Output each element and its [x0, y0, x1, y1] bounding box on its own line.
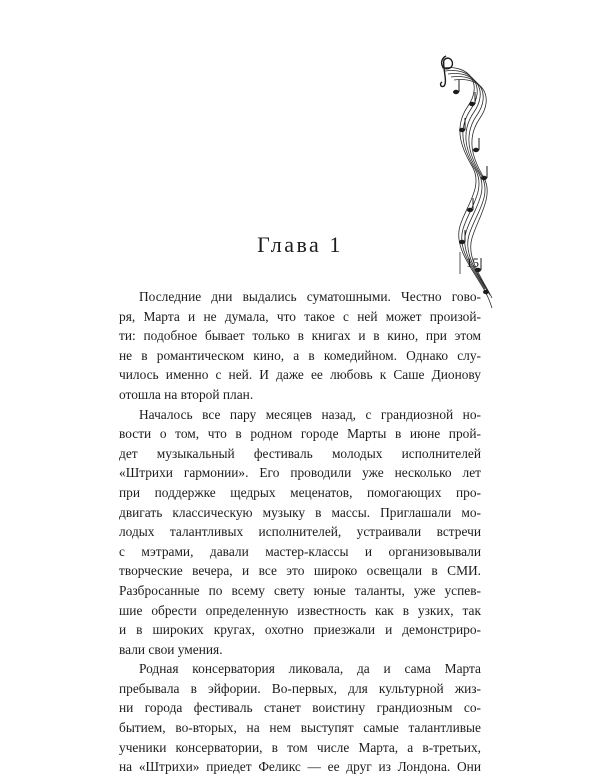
- page-number: 15: [466, 255, 479, 270]
- text-line: бытием, во-вторых, на нем выступят самые талантливые: [119, 720, 481, 736]
- text-line: ни города фестиваль станет воистину грандиозным со-: [119, 700, 481, 716]
- text-line: при поддержке щедрых меценатов, помогающих про-: [119, 484, 481, 500]
- text-line: вали свои умения.: [119, 641, 223, 657]
- chapter-body: [119, 287, 481, 777]
- text-line: ти: подобное бывает только в книгах и в кино, при этом: [119, 328, 481, 344]
- text-line: пребывала в эйфории. Во-первых, для культурной жиз-: [119, 680, 481, 696]
- text-line: на «Штрихи» приедет Феликс — ее друг из Лондона. Они: [119, 759, 481, 775]
- paragraph-2: [119, 405, 481, 660]
- chapter-title: Глава 1: [257, 232, 343, 257]
- text-line: не в романтическом кино, а в комедийном. Однако слу-: [119, 347, 481, 363]
- text-line: творческие вечера, и все это широко освещали в СМИ.: [119, 563, 481, 579]
- text-line: двигать классическую музыку в массы. Приглашали мо-: [119, 504, 481, 520]
- text-line: чилось именно с ней. И даже ее любовь к Саше Дионову: [119, 367, 481, 383]
- text-line: вости о том, что в родном городе Марты в июне прой-: [119, 426, 481, 442]
- text-line: с мэтрами, давали мастер-классы и организовывали: [119, 543, 481, 559]
- music-staff-swirl-icon: [432, 46, 494, 308]
- text-line: Последние дни выдались суматошными. Честно гово-: [139, 289, 481, 304]
- text-line: отошла на второй план.: [119, 386, 254, 402]
- text-line: шие обрести определенную известность как в узких, так: [119, 602, 481, 618]
- text-line: Родная консерватория ликовала, да и сама Марта: [139, 661, 481, 677]
- text-line: ученики консерватории, в том числе Марта, а в-третьих,: [119, 739, 481, 755]
- paragraph-1: [119, 287, 481, 405]
- text-line: дет музыкальный фестиваль молодых исполнителей: [119, 445, 481, 461]
- text-line: лодых талантливых исполнителей, устраивали встречи: [119, 524, 481, 540]
- text-line: «Штрихи гармонии». Его проводили уже несколько лет: [119, 465, 481, 481]
- text-line: и в широких кругах, охотно приезжали и демонстриро-: [119, 622, 481, 638]
- text-line: ря, Марта и не думала, что такое с ней может произой-: [119, 308, 481, 324]
- text-line: Разбросанные по всему свету юные таланты, уже успев-: [119, 582, 481, 598]
- text-line: Началось все пару месяцев назад, с грандиозной но-: [139, 406, 481, 422]
- paragraph-3: [119, 659, 481, 777]
